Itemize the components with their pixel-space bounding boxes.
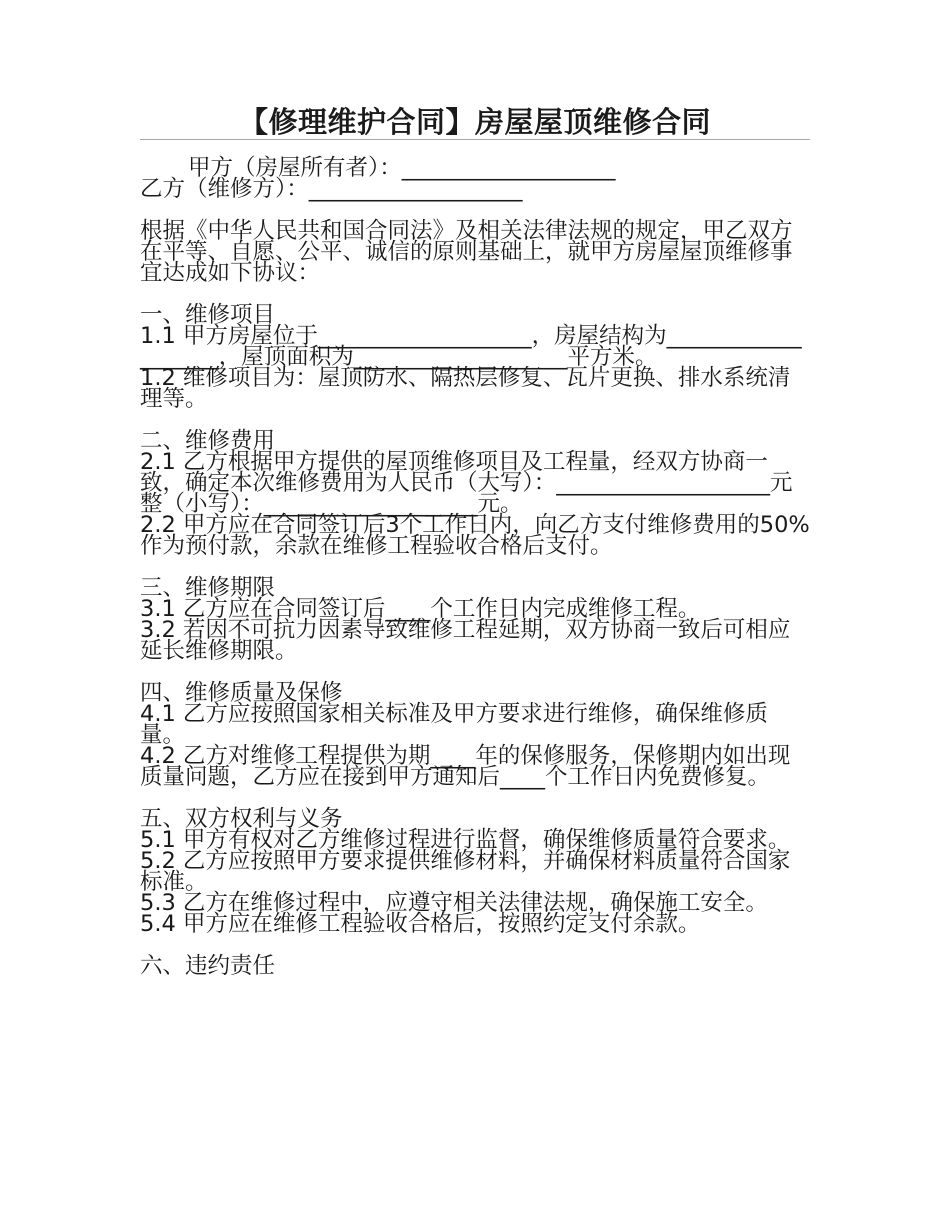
document-body	[140, 155, 812, 979]
clause: 3.1 乙方应在合同签订后____个工作日内完成维修工程。	[140, 596, 701, 622]
section-heading: 五、双方权利与义务	[140, 806, 343, 832]
clause: 5.4 甲方应在维修工程验收合格后，按照约定支付余款。	[140, 911, 701, 937]
clause: 5.1 甲方有权对乙方维修过程进行监督，确保维修质量符合要求。	[140, 827, 791, 853]
preamble-paragraph: 根据《中华人民共和国合同法》及相关法律法规的规定，甲乙双方在平等、自愿、公平、诚信的原则基础上，就甲方房屋屋顶维修事宜达成如下协议：	[140, 218, 793, 286]
clause: 5.2 乙方应按照甲方要求提供维修材料，并确保材料质量符合国家标准。	[140, 848, 791, 895]
party-b-line: 乙方（维修方）：___________________	[140, 176, 523, 202]
party-a-line: 甲方（房屋所有者）：___________________	[188, 155, 616, 181]
title-underline	[140, 139, 810, 140]
clause: 3.2 若因不可抗力因素导致维修工程延期，双方协商一致后可相应延长维修期限。	[140, 617, 791, 664]
section-heading: 四、维修质量及保修	[140, 680, 343, 706]
section-heading: 二、维修费用	[140, 428, 276, 454]
clause: 1.2 维修项目为：屋顶防水、隔热层修复、瓦片更换、排水系统清理等。	[140, 365, 791, 412]
document-title: 【修理维护合同】房屋屋顶维修合同	[238, 105, 711, 139]
clause: 4.1 乙方应按照国家相关标准及甲方要求进行维修，确保维修质量。	[140, 701, 768, 748]
clause: 4.2 乙方对维修工程提供为期____年的保修服务，保修期内如出现质量问题，乙方应在接到甲方通知后____个工作日内免费修复。	[140, 743, 791, 790]
section-heading: 三、维修期限	[140, 575, 276, 601]
clause: 5.3 乙方在维修过程中，应遵守相关法律法规，确保施工安全。	[140, 890, 768, 916]
clause: 1.1 甲方房屋位于___________________，房屋结构为___________________，屋顶面积为___________________平方米。	[140, 323, 802, 370]
clause: 2.1 乙方根据甲方提供的屋顶维修项目及工程量，经双方协商一致，确定本次维修费用为人民币（大写）：___________________元整（小写）：___________________元。	[140, 449, 793, 517]
section-heading: 六、违约责任	[140, 953, 276, 979]
section-heading: 一、维修项目	[140, 302, 276, 328]
clause: 2.2 甲方应在合同签订后3个工作日内，向乙方支付维修费用的50%作为预付款，余款在维修工程验收合格后支付。	[140, 512, 810, 559]
